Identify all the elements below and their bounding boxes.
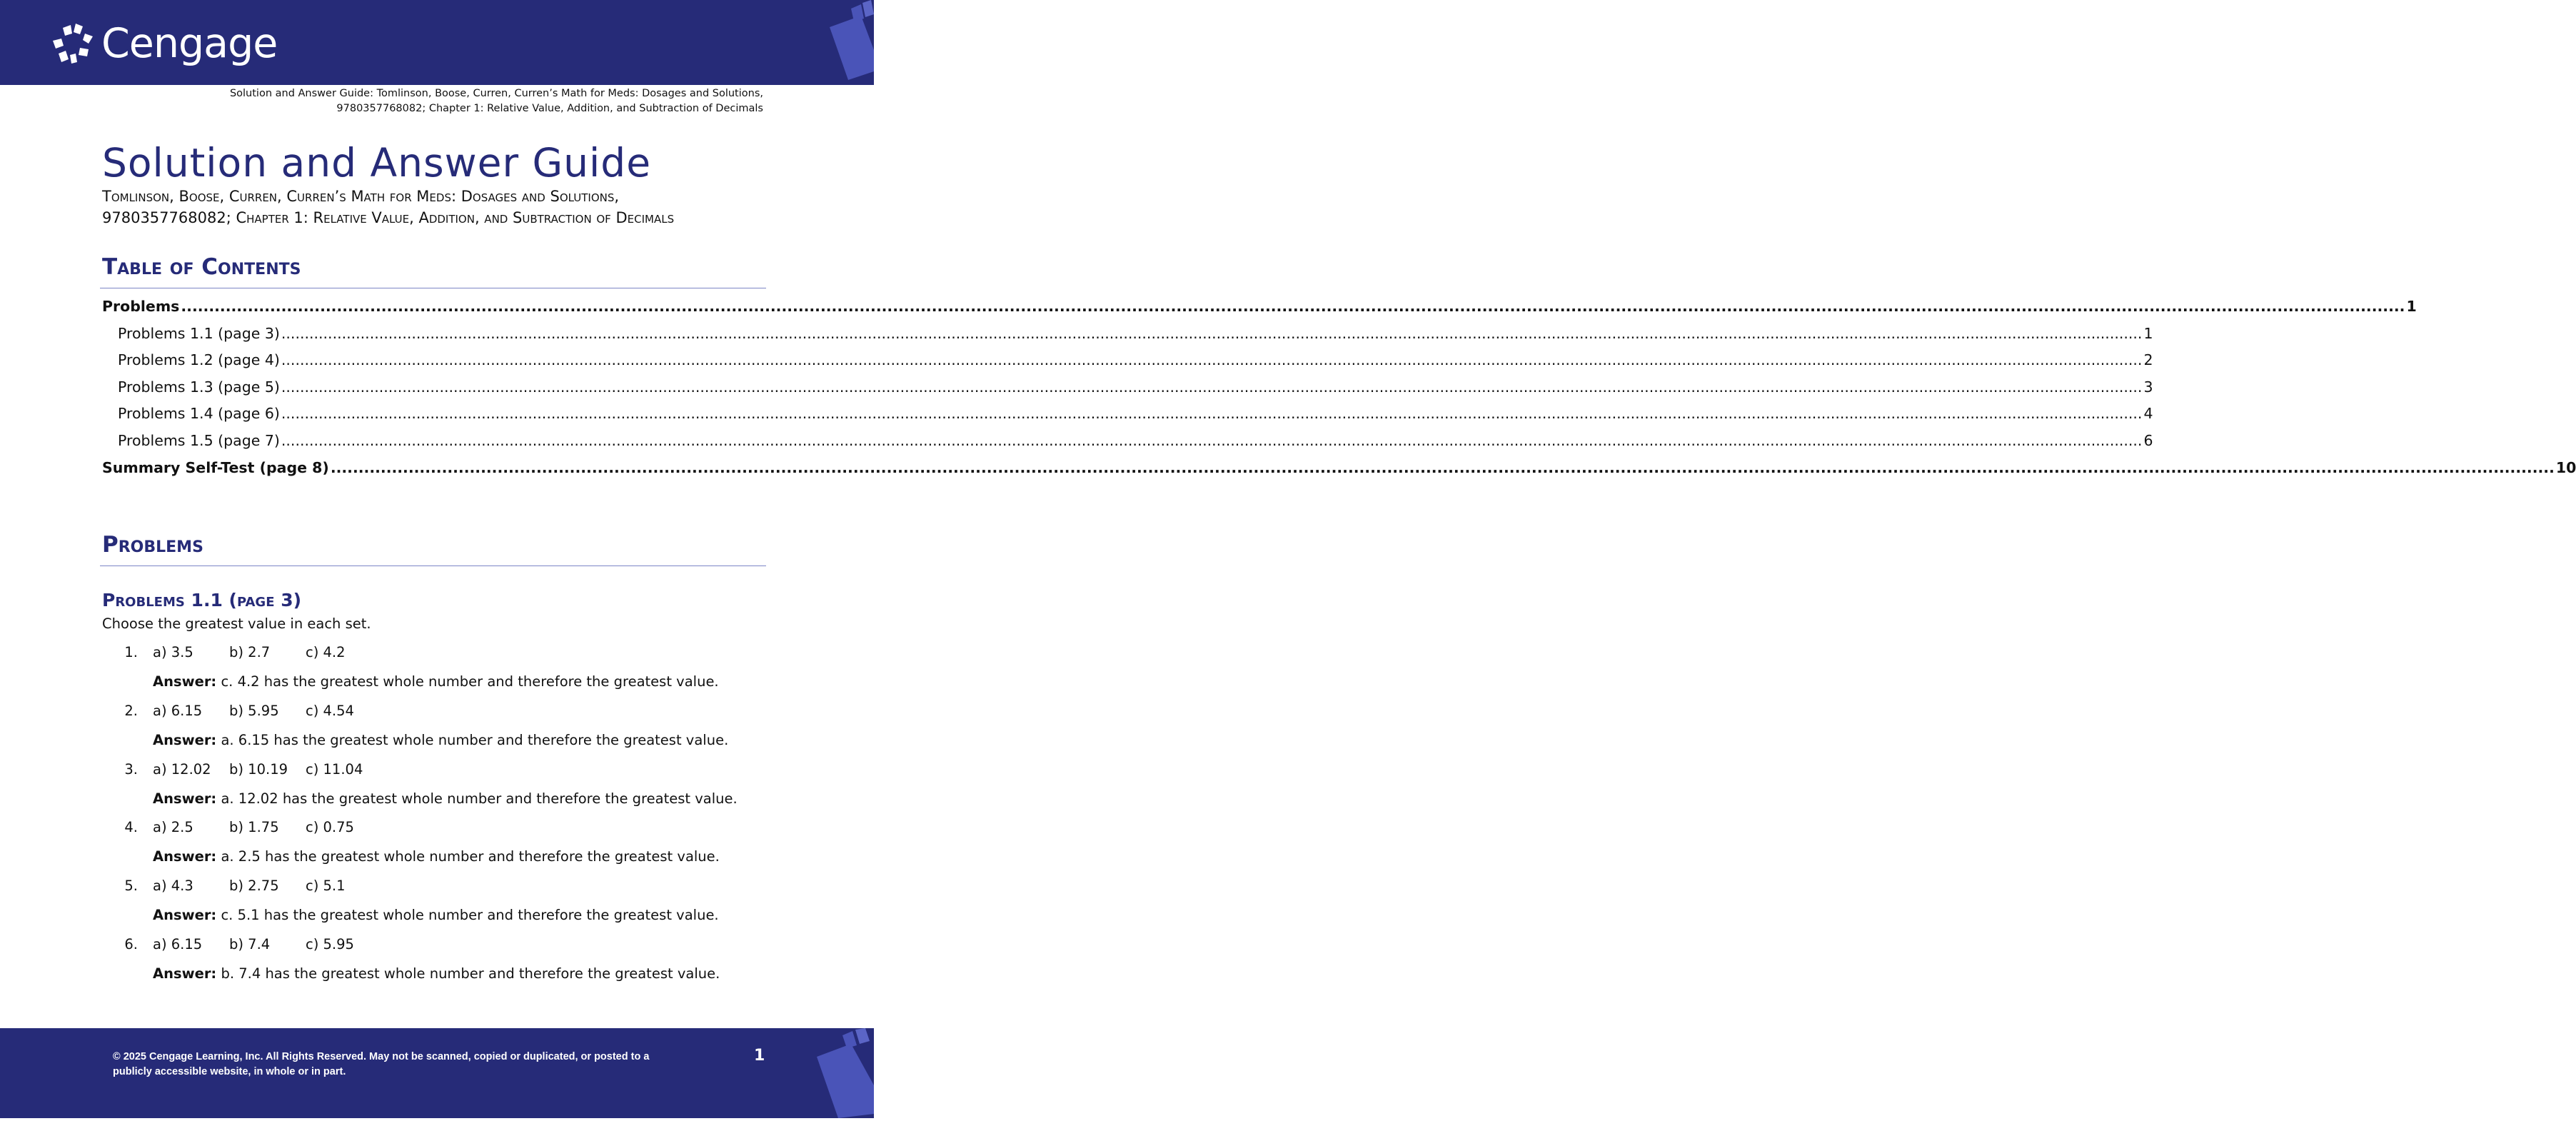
answer-text: a. 2.5 has the greatest whole number and therefore the greatest value. — [221, 848, 720, 865]
option-c: c) 4.54 — [306, 702, 354, 719]
option-b: b) 7.4 — [229, 935, 271, 952]
subtitle-line-2: 9780357768082; Chapter 1: Relative Value, Addition, and Subtraction of Decimals — [102, 209, 675, 226]
problems-intro: Choose the greatest value in each set. — [102, 615, 371, 632]
page-number: 1 — [754, 1047, 765, 1065]
toc-entry-label: Summary Self-Test (page 8) — [102, 458, 329, 476]
problem-number: 6. — [124, 935, 138, 952]
answer-line — [153, 965, 720, 982]
option-c: c) 5.95 — [306, 935, 354, 952]
answer-label: Answer: — [153, 731, 217, 748]
toc-entry-label: Problems 1.5 (page 7) — [118, 431, 280, 449]
problem-number: 3. — [124, 760, 138, 778]
logo-wordmark: Cengage — [101, 20, 278, 67]
answer-label: Answer: — [153, 907, 217, 924]
toc-entry-page: 1 — [2406, 298, 2417, 315]
toc-leader-dots: ................................................................................................................................................................................................................................................................................................................................................................................................................ — [281, 431, 2143, 449]
problem-list — [102, 644, 766, 995]
toc-entry-page: 6 — [2143, 431, 2153, 449]
option-a: a) 3.5 — [153, 644, 193, 660]
answer-label: Answer: — [153, 965, 217, 982]
toc-leader-dots: ................................................................................................................................................................................................................................................................................................................................................................................................................ — [181, 298, 2405, 315]
toc-entry[interactable] — [102, 324, 2153, 352]
toc-entry[interactable] — [102, 405, 2153, 432]
option-c: c) 11.04 — [306, 760, 363, 778]
toc-entry-page: 2 — [2143, 351, 2153, 369]
table-of-contents — [102, 298, 2576, 486]
toc-entry-label: Problems 1.3 (page 5) — [118, 378, 280, 396]
problems-heading: Problems — [102, 532, 203, 558]
toc-leader-dots: ................................................................................................................................................................................................................................................................................................................................................................................................................ — [281, 378, 2143, 396]
problem-number: 5. — [124, 878, 138, 895]
document-subtitle — [102, 186, 788, 228]
problem-number: 1. — [124, 644, 138, 660]
copyright-notice: © 2025 Cengage Learning, Inc. All Rights Reserved. May not be scanned, copied or duplicated, or posted to a publicly accessible website, in whole or in part. — [113, 1051, 650, 1077]
answer-label: Answer: — [153, 848, 217, 865]
toc-leader-dots: ................................................................................................................................................................................................................................................................................................................................................................................................................ — [281, 405, 2143, 423]
answer-label: Answer: — [153, 790, 217, 807]
option-a: a) 12.02 — [153, 760, 211, 778]
answer-text: c. 4.2 has the greatest whole number and therefore the greatest value. — [221, 673, 719, 690]
running-head-line-1: Solution and Answer Guide: Tomlinson, Boose, Curren, Curren’s Math for Meds: Dosages and Solutions, — [229, 88, 763, 99]
cengage-logo-mark-icon — [51, 22, 97, 65]
option-b: b) 5.95 — [229, 702, 279, 719]
option-c: c) 5.1 — [306, 878, 346, 895]
cengage-logo — [51, 21, 277, 66]
problem-item — [102, 878, 766, 936]
footer-corner-decoration-icon — [810, 1028, 874, 1118]
problem-item — [102, 644, 766, 703]
problem-item — [102, 761, 766, 820]
subtitle-line-1: Tomlinson, Boose, Curren, Curren’s Math for Meds: Dosages and Solutions, — [102, 188, 620, 205]
answer-text: a. 12.02 has the greatest whole number and therefore the greatest value. — [221, 790, 738, 807]
document-title: Solution and Answer Guide — [102, 140, 652, 186]
option-b: b) 10.19 — [229, 760, 288, 778]
running-head-line-2: 9780357768082; Chapter 1: Relative Value, Addition, and Subtraction of Decimals — [336, 102, 763, 114]
answer-line — [153, 907, 719, 923]
toc-entry-label: Problems 1.1 (page 3) — [118, 324, 280, 342]
option-b: b) 2.75 — [229, 878, 279, 895]
answer-line — [153, 732, 728, 748]
header-band — [0, 0, 874, 85]
toc-entry-page: 1 — [2143, 324, 2153, 342]
corner-decoration-icon — [817, 0, 874, 85]
toc-entry-page: 10 — [2555, 458, 2576, 476]
answer-text: c. 5.1 has the greatest whole number and therefore the greatest value. — [221, 907, 719, 924]
option-a: a) 6.15 — [153, 702, 203, 719]
problem-number: 2. — [124, 702, 138, 719]
problem-number: 4. — [124, 819, 138, 836]
toc-leader-dots: ................................................................................................................................................................................................................................................................................................................................................................................................................ — [281, 351, 2143, 369]
problem-item — [102, 936, 766, 995]
option-c: c) 4.2 — [306, 644, 346, 660]
toc-entry[interactable] — [102, 431, 2153, 459]
toc-entry-label: Problems 1.4 (page 6) — [118, 405, 280, 423]
running-head — [106, 86, 763, 116]
problems-1-1-heading: Problems 1.1 (page 3) — [102, 590, 302, 610]
option-c: c) 0.75 — [306, 819, 354, 836]
problem-item — [102, 819, 766, 878]
answer-label: Answer: — [153, 673, 217, 690]
answer-line — [153, 673, 719, 690]
toc-entry-label: Problems 1.2 (page 4) — [118, 351, 280, 369]
toc-heading: Table of Contents — [102, 254, 301, 280]
option-a: a) 6.15 — [153, 935, 203, 952]
answer-text: b. 7.4 has the greatest whole number and therefore the greatest value. — [221, 965, 720, 982]
toc-entry-page: 4 — [2143, 405, 2153, 423]
toc-leader-dots: ................................................................................................................................................................................................................................................................................................................................................................................................................ — [281, 324, 2143, 342]
toc-entry[interactable] — [102, 458, 2576, 486]
toc-leader-dots: ................................................................................................................................................................................................................................................................................................................................................................................................................ — [330, 458, 2555, 476]
answer-text: a. 6.15 has the greatest whole number and therefore the greatest value. — [221, 731, 729, 748]
toc-entry[interactable] — [102, 378, 2153, 406]
toc-entry-label: Problems — [102, 298, 180, 315]
problem-item — [102, 703, 766, 761]
option-b: b) 2.7 — [229, 644, 271, 660]
toc-entry[interactable] — [102, 351, 2153, 378]
answer-line — [153, 790, 738, 807]
answer-line — [153, 848, 720, 865]
option-b: b) 1.75 — [229, 819, 279, 836]
toc-entry[interactable] — [102, 298, 2417, 325]
toc-entry-page: 3 — [2143, 378, 2153, 396]
option-a: a) 2.5 — [153, 819, 193, 836]
option-a: a) 4.3 — [153, 878, 193, 895]
